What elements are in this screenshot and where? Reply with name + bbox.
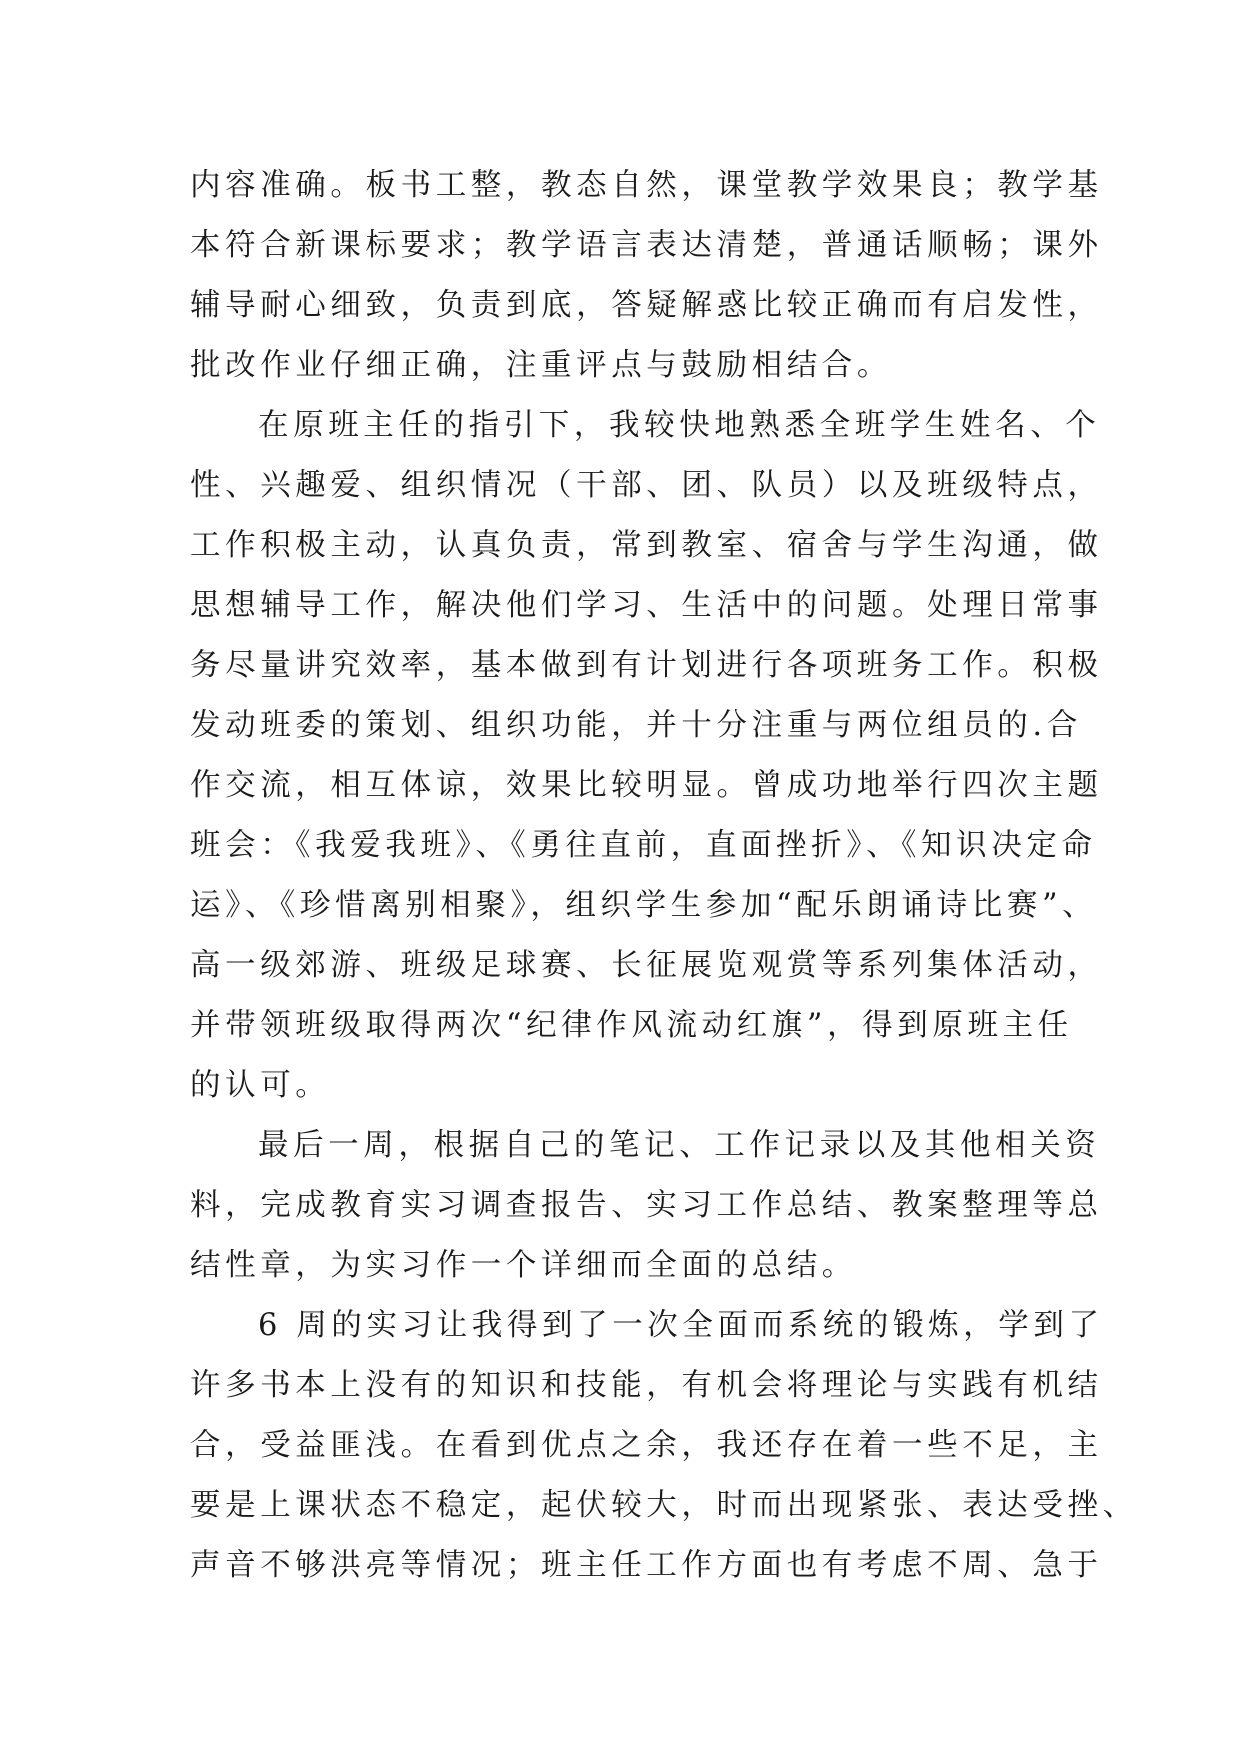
text-line: 料，完成教育实习调查报告、实习工作总结、教案整理等总 xyxy=(190,1188,1103,1223)
text-line: 许多书本上没有的知识和技能，有机会将理论与实践有机结 xyxy=(190,1368,1103,1403)
text-line: 并带领班级取得两次“纪律作风流动红旗”，得到原班主任 xyxy=(190,1008,1073,1043)
text-line: 性、兴趣爱、组织情况（干部、团、队员）以及班级特点， xyxy=(190,468,1103,503)
paragraph-first-line: 在原班主任的指引下，我较快地熟悉全班学生姓名、个 xyxy=(258,408,1101,443)
text-line: 作交流，相互体谅，效果比较明显。曾成功地举行四次主题 xyxy=(190,768,1103,803)
text-line: 的认可。 xyxy=(190,1068,331,1103)
text-line: 合，受益匪浅。在看到优点之余，我还存在着一些不足，主 xyxy=(190,1428,1103,1463)
text-line: 批改作业仔细正确，注重评点与鼓励相结合。 xyxy=(190,348,892,383)
text-line: 务尽量讲究效率，基本做到有计划进行各项班务工作。积极 xyxy=(190,648,1103,683)
text-line: 思想辅导工作，解决他们学习、生活中的问题。处理日常事 xyxy=(190,588,1103,623)
paragraph-first-line: 6 周的实习让我得到了一次全面而系统的锻炼，学到了 xyxy=(258,1308,1104,1343)
text-line: 高一级郊游、班级足球赛、长征展览观赏等系列集体活动， xyxy=(190,948,1103,983)
text-line: 结性章，为实习作一个详细而全面的总结。 xyxy=(190,1248,857,1283)
text-line: 运》、《珍惜离别相聚》，组织学生参加“配乐朗诵诗比赛”、 xyxy=(190,888,1098,923)
text-line: 发动班委的策划、组织功能，并十分注重与两位组员的.合 xyxy=(190,708,1082,743)
text-line: 本符合新课标要求；教学语言表达清楚，普通话顺畅；课外 xyxy=(190,228,1103,263)
text-line: 辅导耐心细致，负责到底，答疑解惑比较正确而有启发性， xyxy=(190,288,1103,323)
text-line: 工作积极主动，认真负责，常到教室、宿舍与学生沟通，做 xyxy=(190,528,1103,563)
body-text xyxy=(190,156,1138,1596)
paragraph-first-line: 最后一周，根据自己的笔记、工作记录以及其他相关资 xyxy=(258,1128,1101,1163)
text-line: 要是上课状态不稳定，起伏较大，时而出现紧张、表达受挫、 xyxy=(190,1488,1138,1523)
text-line: 内容准确。板书工整，教态自然，课堂教学效果良；教学基 xyxy=(190,168,1103,203)
text-line: 班会：《我爱我班》、《勇往直前，直面挫折》、《知识决定命 xyxy=(190,828,1097,863)
text-line: 声音不够洪亮等情况；班主任工作方面也有考虑不周、急于 xyxy=(190,1548,1103,1583)
